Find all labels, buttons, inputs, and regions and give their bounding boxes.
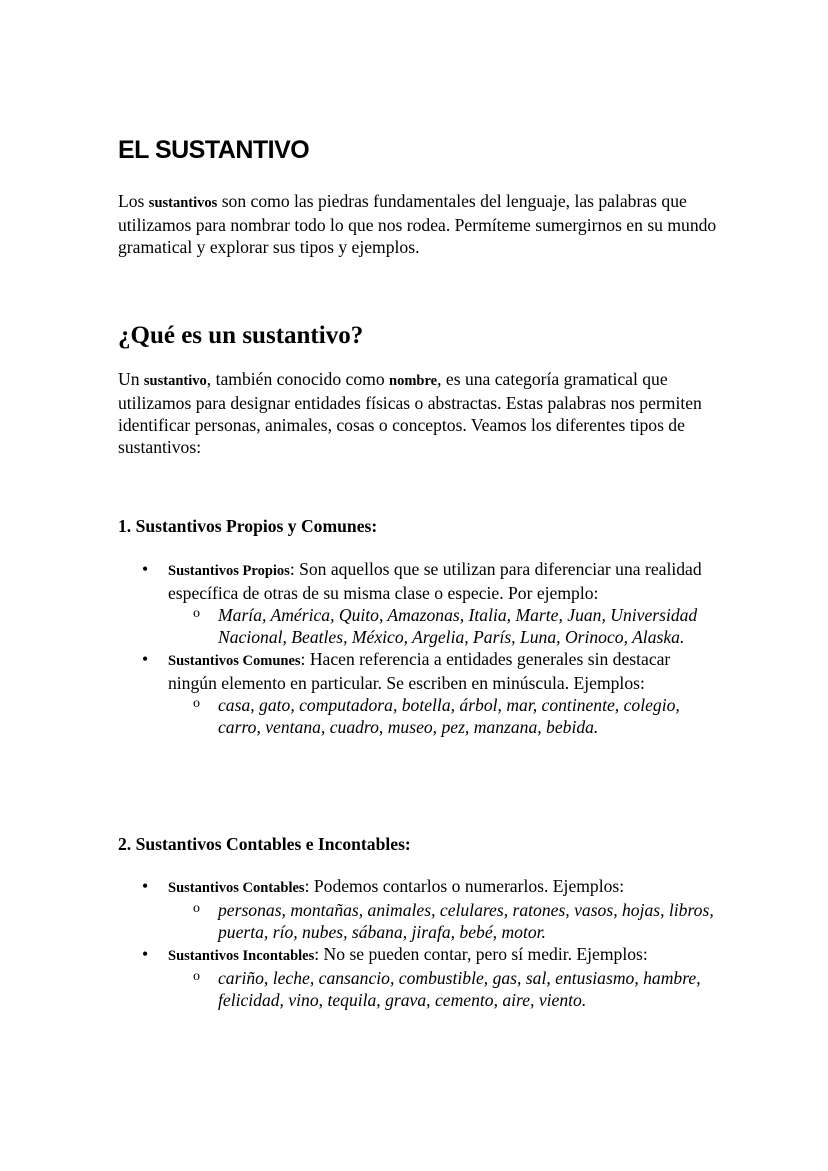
definition-mid: , también conocido como: [206, 369, 390, 389]
examples-contables: o personas, montañas, animales, celulares, ratones, vasos, hojas, libros, puerta, río, nubes, sábana, jirafa, bebé, motor.: [168, 899, 718, 943]
sublist-propios: [168, 604, 718, 648]
label-incontables: Sustantivos Incontables: [168, 948, 315, 964]
text-incontables: : No se pueden contar, pero sí medir. Ejemplos:: [314, 944, 648, 964]
list-contables-incontables: [118, 875, 718, 1011]
list-propios-comunes: [118, 558, 718, 738]
intro-paragraph: [118, 190, 718, 258]
examples-comunes: o casa, gato, computadora, botella, árbol, mar, continente, colegio, carro, ventana, cuadro, museo, pez, manzana, bebida.: [168, 694, 718, 738]
text-contables: : Podemos contarlos o numerarlos. Ejemplos:: [304, 876, 625, 896]
sublist-contables: [168, 899, 718, 943]
text-propios: : Son aquellos que se utilizan para diferenciar una realidad específica de otras de su misma clase o especie. Por ejemplo:: [168, 559, 702, 603]
list-item-comunes: [118, 648, 718, 738]
intro-post: son como las piedras fundamentales del lenguaje, las palabras que utilizamos para nombrar todo lo que nos rodea. Permíteme sumergirnos en su mundo gramatical y explorar sus tipos y ejemplos.: [118, 191, 717, 257]
definition-bold-nombre: nombre: [389, 373, 438, 389]
label-comunes: Sustantivos Comunes: [168, 653, 301, 669]
label-contables: Sustantivos Contables: [168, 880, 305, 896]
definition-pre: Un: [118, 369, 144, 389]
document-title: EL SUSTANTIVO: [118, 136, 310, 164]
definition-bold-sustantivo: sustantivo: [143, 373, 207, 389]
intro-bold-term: sustantivos: [148, 195, 218, 211]
intro-pre: Los: [118, 191, 149, 211]
sublist-comunes: [168, 694, 718, 738]
examples-incontables: o cariño, leche, cansancio, combustible, gas, sal, entusiasmo, hambre, felicidad, vino, tequila, grava, cemento, aire, viento.: [168, 967, 718, 1011]
list-item-contables: [118, 875, 718, 943]
definition-paragraph: [118, 368, 718, 458]
list-item-propios: [118, 558, 718, 648]
sublist-incontables: [168, 967, 718, 1011]
definition-post: , es una categoría gramatical que utilizamos para designar entidades físicas o abstractas. Estas palabras nos permiten identificar personas, animales, cosas o conceptos. Veamos los diferentes tipos de sustantivos:: [118, 369, 702, 457]
heading-propios-comunes: 1. Sustantivos Propios y Comunes:: [118, 516, 378, 536]
examples-propios: o María, América, Quito, Amazonas, Italia, Marte, Juan, Universidad Nacional, Beatles, México, Argelia, París, Luna, Orinoco, Alaska.: [168, 604, 718, 648]
heading-what-is: ¿Qué es un sustantivo?: [118, 322, 364, 349]
text-comunes: : Hacen referencia a entidades generales sin destacar ningún elemento en particular. Se escriben en minúscula. Ejemplos:: [168, 649, 671, 693]
list-item-incontables: [118, 943, 718, 1011]
label-propios: Sustantivos Propios: [168, 563, 290, 579]
heading-contables-incontables: 2. Sustantivos Contables e Incontables:: [118, 834, 411, 854]
